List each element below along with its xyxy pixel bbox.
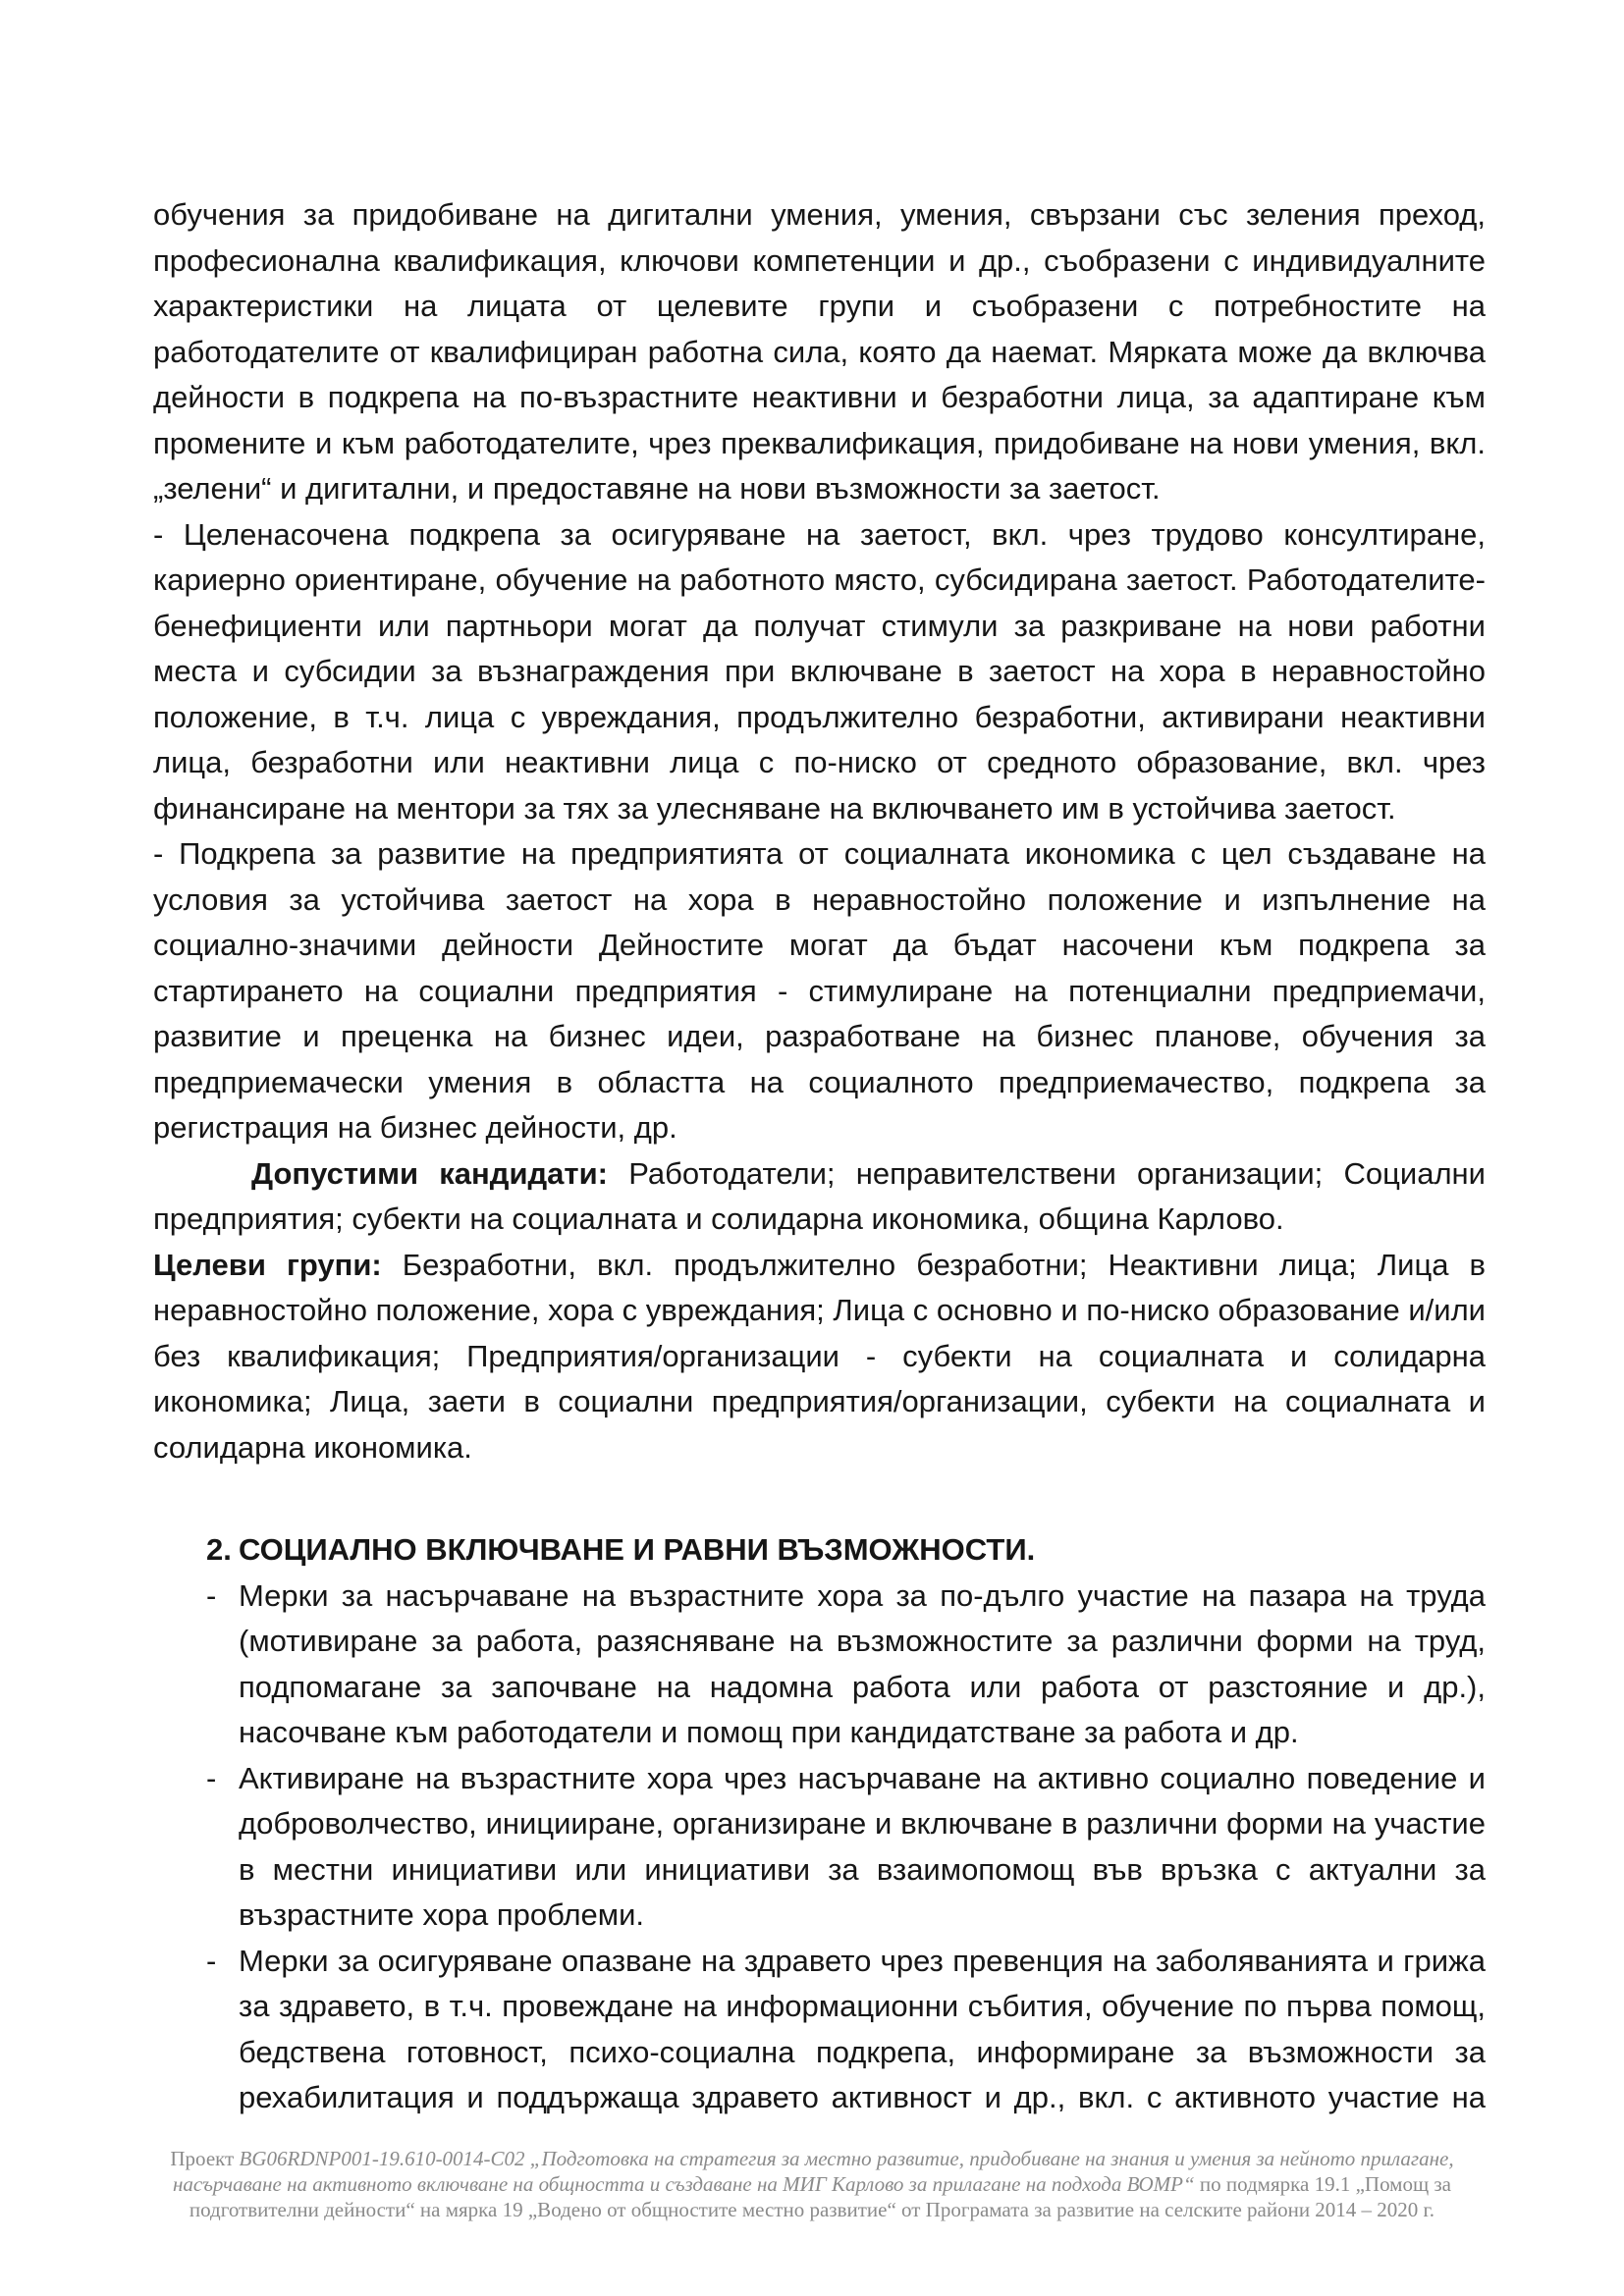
list-item-text: Мерки за осигуряване опазване на здравето чрез превенция на заболяванията и грижа за здравето, в т.ч. провеждане на информационни събития, обучение по първа помощ, бедствена готовност, психо-социална подкрепа, информиране за възможности за рехабилитация и поддържаща здравето активност и др., вкл. с активното участие на [239, 1943, 1486, 2114]
paragraph-targeted-employment-support: - Целенасочена подкрепа за осигуряване на заетост, вкл. чрез трудово консултиране, кариерно ориентиране, обучение на работното място, субсидирана заетост. Работодателите-бенефициенти или партньори могат да получат стимули за разкриване на нови работни места и субсидии за възнаграждения при включване в заетост на хора в неравностойно положение, в т.ч. лица с увреждания, продължително безработни, активирани неактивни лица, безработни или неактивни лица с по-ниско от средното образование, вкл. чрез финансиране на ментори за тях за улесняване на включването им в устойчива заетост. [153, 516, 1486, 826]
section-heading-social-inclusion [153, 1527, 1486, 1574]
list-item-text: Активиране на възрастните хора чрез насърчаване на активно социално поведение и доброволчество, иницииране, организиране и включване в различни форми на участие в местни инициативи или инициативи за взаимопомощ във връзка с актуални за възрастните хора проблеми. [239, 1760, 1486, 1932]
footer-prefix: Проект [170, 2147, 240, 2170]
footer-project-title: BG06RDNP001-19.610-0014-C02 „Подготовка на стратегия за местно развитие, придобиване на знания и умения за нейното прилагане, насърчаване на активното включване на общността и създаване на МИГ Карлово за прилагане на подхода ВОМР“ [173, 2147, 1454, 2196]
target-groups-label: Целеви групи: [153, 1247, 382, 1282]
footer-programme-text: по подмярка 19.1 „Помощ за подготвителни дейности“ на мярка 19 „Водено от общностите местно развитие“ от Програмата за развитие на селските райони 2014 – 2020 г. [189, 2172, 1451, 2221]
list-dash-marker: - [206, 1577, 217, 1613]
section-title: СОЦИАЛНО ВКЛЮЧВАНЕ И РАВНИ ВЪЗМОЖНОСТИ. [239, 1532, 1036, 1567]
paragraph-eligible-candidates [153, 1151, 1486, 1243]
paragraph-social-economy-support: - Подкрепа за развитие на предприятията от социалната икономика с цел създаване на условия за устойчива заетост на хора в неравностойно положение и изпълнение на социално-значими дейности Дейностите могат да бъдат насочени към подкрепа за стартирането на социални предприятия - стимулиране на потенциални предприемачи, развитие и преценка на бизнес идеи, разработване на бизнес планове, обучения за предприемачески умения в областта на социалното предприемачество, подкрепа за регистрация на бизнес дейности, др. [153, 836, 1486, 1145]
document-body [153, 192, 1486, 2121]
paragraph-target-groups [153, 1243, 1486, 1471]
list-item-health-protection [153, 1939, 1486, 2121]
target-groups-text: Безработни, вкл. продължително безработни; Неактивни лица; Лица в неравностойно положение, хора с увреждания; Лица с основно и по-ниско образование и/или без квалификация; Предприятия/организации - субекти на социалната и солидарна икономика; Лица, заети в социални предприятия/организации, субекти на социалната и солидарна икономика. [153, 1247, 1486, 1465]
eligible-candidates-text: Работодатели; неправителствени организации; Социални предприятия; субекти на социалната и солидарна икономика, община Карлово. [153, 1155, 1486, 1236]
paragraph-measure-activities: обучения за придобиване на дигитални умения, умения, свързани със зеления преход, професионална квалификация, ключови компетенции и др., съобразени с индивидуалните характеристики на лицата от целевите групи и съобразени с потребностите на работодателите от квалифициран работна сила, която да наемат. Мярката може да включва дейности в подкрепа на по-възрастните неактивни и безработни лица, за адаптиране към промените и към работодателите, чрез преквалификация, придобиване на нови умения, вкл. „зелени“ и дигитални, и предоставяне на нови възможности за заетост. [153, 197, 1486, 506]
page-footer-project-note [115, 2146, 1509, 2222]
list-item-activation-volunteering [153, 1756, 1486, 1939]
eligible-candidates-label: Допустими кандидати: [251, 1155, 608, 1191]
list-dash-marker: - [206, 1760, 217, 1795]
list-item-older-people-labour-market [153, 1574, 1486, 1756]
section-number: 2. [206, 1532, 232, 1567]
list-dash-marker: - [206, 1943, 217, 1978]
measures-list [153, 1574, 1486, 2121]
list-item-text: Мерки за насърчаване на възрастните хора за по-дълго участие на пазара на труда (мотивиране за работа, разясняване на възможностите за различни форми на труд, подпомагане за започване на надомна работа или работа от разстояние и др.), насочване към работодатели и помощ при кандидатстване за работа и др. [239, 1577, 1486, 1749]
